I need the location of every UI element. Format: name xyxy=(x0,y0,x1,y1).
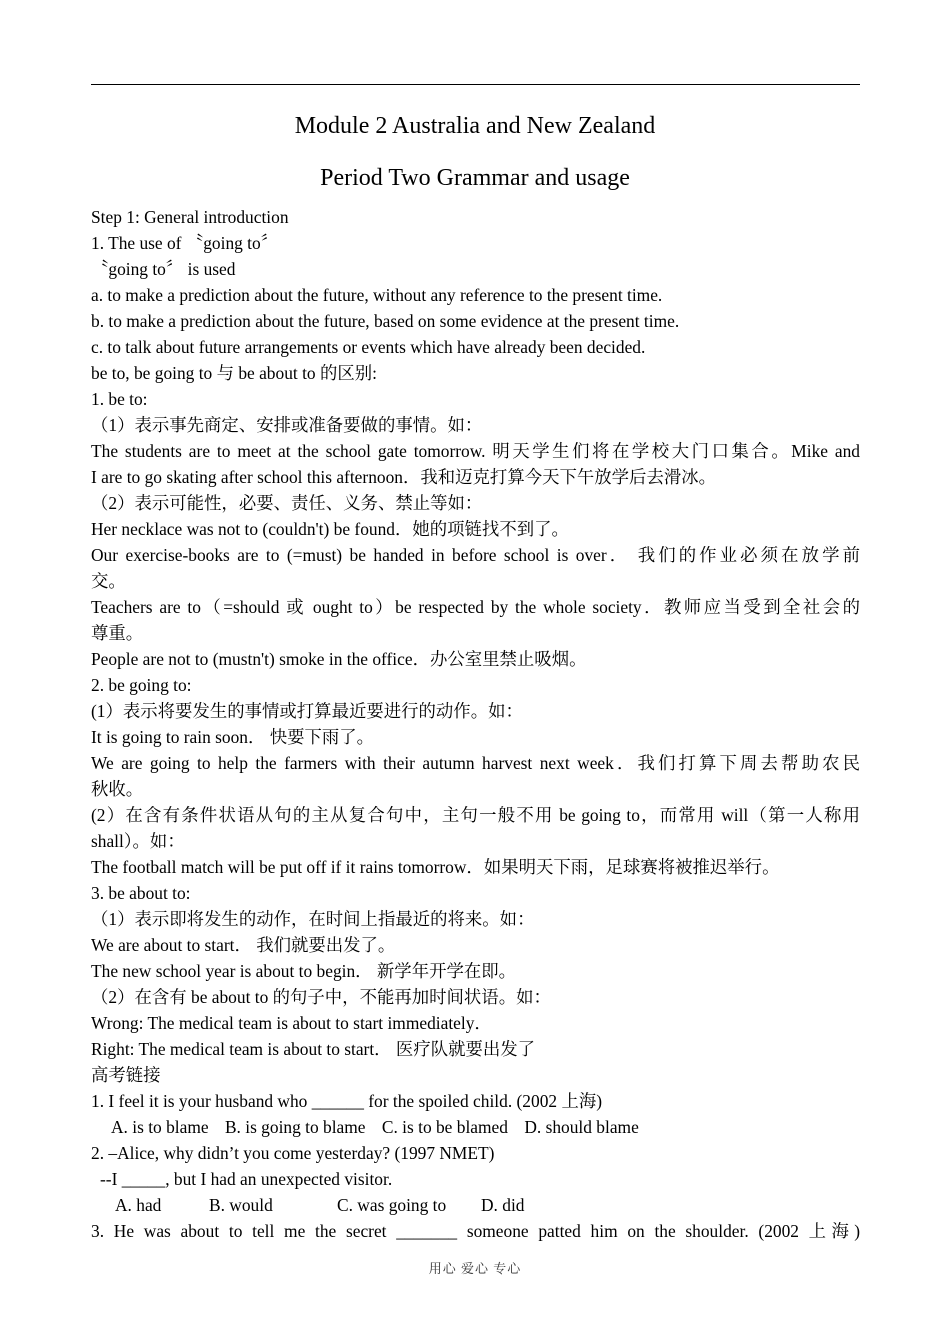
paragraph-line: b. to make a prediction about the future, based on some evidence at the present time. xyxy=(91,311,680,331)
paragraph-line: Teachers are to（=should 或 ought to）be respected by the whole society．教师应当受到全社会的 xyxy=(91,597,860,617)
q2-option-c: C. was going to xyxy=(337,1195,447,1215)
exam-link-heading: 高考链接 xyxy=(91,1065,161,1085)
section-heading: 1. be to: xyxy=(91,389,148,409)
paragraph-line: 〝going to〞 is used xyxy=(91,259,236,279)
paragraph-line: The students are to meet at the school gate tomorrow. 明天学生们将在学校大门口集合。Mike and xyxy=(91,441,860,461)
question-2-options xyxy=(91,1192,860,1218)
paragraph-line: (2）在含有条件状语从句的主从复合句中，主句一般不用 be going to，而常用 will（第一人称用 xyxy=(91,805,860,825)
paragraph-line: We are about to start． 我们就要出发了。 xyxy=(91,935,396,955)
section-heading: 2. be going to: xyxy=(91,675,192,695)
q1-option-c: C. is to be blamed xyxy=(381,1117,508,1137)
paragraph-line: a. to make a prediction about the future, without any reference to the present time. xyxy=(91,285,663,305)
q2-option-d: D. did xyxy=(481,1195,525,1215)
paragraph-line: （2）在含有 be about to 的句子中，不能再加时间状语。如： xyxy=(91,987,551,1007)
q1-option-d: D. should blame xyxy=(524,1117,639,1137)
question-2-stem: 2. –Alice, why didn’t you come yesterday? (1997 NMET) xyxy=(91,1143,495,1163)
section-heading: 1. The use of 〝going to〞 xyxy=(91,233,279,253)
q1-option-b: B. is going to blame xyxy=(224,1117,366,1137)
paragraph-line: The football match will be put off if it rains tomorrow．如果明天下雨，足球赛将被推迟举行。 xyxy=(91,857,780,877)
question-1-options xyxy=(91,1114,860,1140)
question-2-answer-line: --I _____, but I had an unexpected visitor. xyxy=(100,1169,393,1189)
question-3-stem: 3. He was about to tell me the secret _______ someone patted him on the shoulder. (2002 上海) xyxy=(91,1221,860,1241)
question-1-stem: 1. I feel it is your husband who ______ for the spoiled child. (2002 上海) xyxy=(91,1091,603,1111)
paragraph-line: 秋收。 xyxy=(91,779,144,799)
paragraph-line: shall）。如： xyxy=(91,831,185,851)
header-rule xyxy=(91,84,860,85)
paragraph-line: Wrong: The medical team is about to start immediately． xyxy=(91,1013,492,1033)
paragraph-line: People are not to (mustn't) smoke in the office．办公室里禁止吸烟。 xyxy=(91,649,587,669)
paragraph-line: 尊重。 xyxy=(91,623,144,643)
q2-option-a: A. had xyxy=(115,1195,162,1215)
paragraph-line: The new school year is about to begin． 新学年开学在即。 xyxy=(91,961,517,981)
paragraph-line: be to, be going to 与 be about to 的区别: xyxy=(91,363,377,383)
module-title: Module 2 Australia and New Zealand xyxy=(294,113,656,139)
period-title: Period Two Grammar and usage xyxy=(320,165,630,191)
paragraph-line: Our exercise-books are to (=must) be handed in before school is over． 我们的作业必须在放学前 xyxy=(91,545,860,565)
paragraph-line: (1）表示将要发生的事情或打算最近要进行的动作。如： xyxy=(91,701,523,721)
q2-option-b: B. would xyxy=(209,1195,273,1215)
paragraph-line: Her necklace was not to (couldn't) be found．她的项链找不到了。 xyxy=(91,519,569,539)
q1-option-a: A. is to blame xyxy=(111,1117,209,1137)
paragraph-line: Right: The medical team is about to start． 医疗队就要出发了 xyxy=(91,1039,536,1059)
paragraph-line: c. to talk about future arrangements or events which have already been decided. xyxy=(91,337,646,357)
paragraph-line: （2）表示可能性，必要、责任、义务、禁止等如： xyxy=(91,493,483,513)
document-body xyxy=(91,204,860,1244)
paragraph-line: 交。 xyxy=(91,571,126,591)
page-footer: 用心 爱心 专心 xyxy=(428,1261,522,1276)
step-heading: Step 1: General introduction xyxy=(91,207,289,227)
paragraph-line: （1）表示即将发生的动作，在时间上指最近的将来。如： xyxy=(91,909,535,929)
paragraph-line: We are going to help the farmers with their autumn harvest next week．我们打算下周去帮助农民 xyxy=(91,753,860,773)
paragraph-line: It is going to rain soon． 快要下雨了。 xyxy=(91,727,375,747)
paragraph-line: I are to go skating after school this afternoon．我和迈克打算今天下午放学后去滑冰。 xyxy=(91,467,717,487)
paragraph-line: （1）表示事先商定、安排或准备要做的事情。如： xyxy=(91,415,483,435)
section-heading: 3. be about to: xyxy=(91,883,191,903)
